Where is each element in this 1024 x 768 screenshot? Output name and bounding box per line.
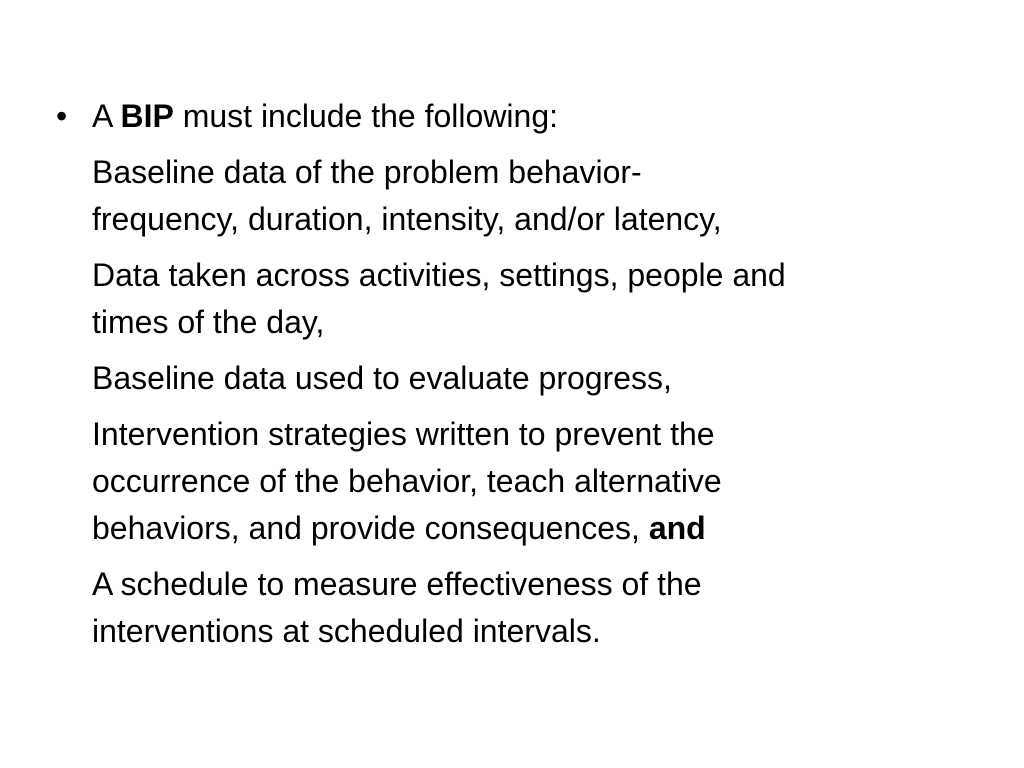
list-item-schedule <box>56 561 976 655</box>
item-line-with-bold <box>92 505 976 552</box>
item-line-text: behaviors, and provide consequences, <box>92 510 649 546</box>
bullet-dot-icon: • <box>56 98 68 134</box>
item-line: occurrence of the behavior, teach alternative <box>92 463 722 499</box>
item-line: Baseline data of the problem behavior- <box>92 154 642 190</box>
item-line: Intervention strategies written to prevent the <box>92 416 715 452</box>
item-line: Baseline data used to evaluate progress, <box>92 360 672 396</box>
bullet-prefix: A <box>92 98 121 134</box>
slide-body <box>56 92 976 655</box>
bullet-heading <box>56 92 976 140</box>
item-line: Data taken across activities, settings, people and <box>92 257 786 293</box>
bip-term: BIP <box>120 98 174 134</box>
bullet-suffix: must include the following: <box>173 98 559 134</box>
item-line: times of the day, <box>92 304 325 340</box>
list-item-baseline-data <box>56 149 976 243</box>
list-item-intervention-strategies <box>56 411 976 552</box>
list-item-data-across-activities <box>56 252 976 346</box>
bold-and: and <box>648 510 706 546</box>
item-line: A schedule to measure effectiveness of the <box>92 566 702 602</box>
item-line: frequency, duration, intensity, and/or latency, <box>92 201 722 237</box>
list-item-evaluate-progress <box>56 355 976 402</box>
item-line: interventions at scheduled intervals. <box>92 613 601 649</box>
